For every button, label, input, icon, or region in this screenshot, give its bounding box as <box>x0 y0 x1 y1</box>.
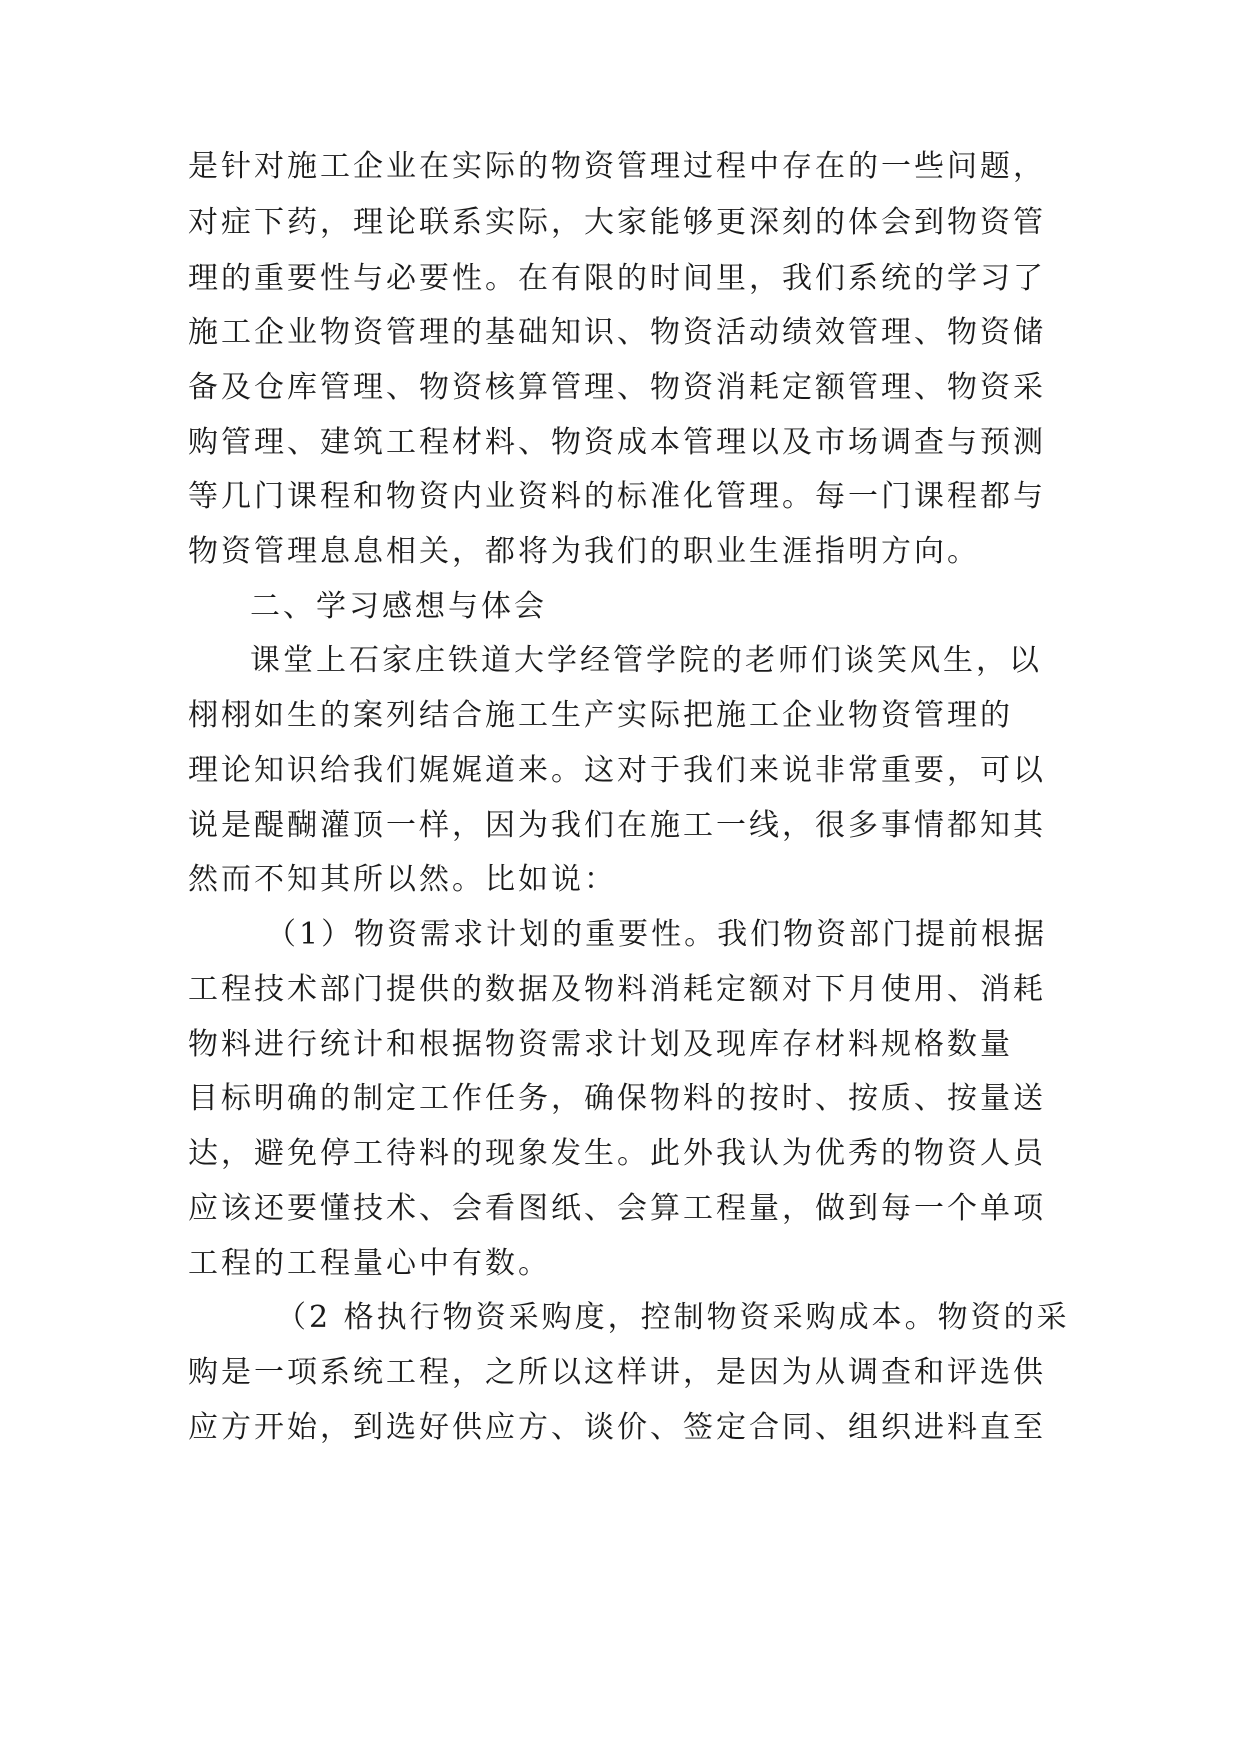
text-line: 是针对施工企业在实际的物资管理过程中存在的一些问题， <box>188 149 1046 184</box>
text-line: 课堂上石家庄铁道大学经管学院的老师们谈笑风生，以 <box>250 643 1042 678</box>
text-line: 应该还要懂技术、会看图纸、会算工程量，做到每一个单项 <box>188 1191 1046 1226</box>
text-line: 应方开始，到选好供应方、谈价、签定合同、组织进料直至 <box>188 1410 1046 1445</box>
text-line: 理的重要性与必要性。在有限的时间里，我们系统的学习了 <box>188 261 1046 296</box>
text-line: 栩栩如生的案列结合施工生产实际把施工企业物资管理的 <box>188 698 1013 733</box>
text-line: 物资管理息息相关，都将为我们的职业生涯指明方向。 <box>188 534 980 569</box>
text-line: 等几门课程和物资内业资料的标准化管理。每一门课程都与 <box>188 479 1046 514</box>
text-line: 目标明确的制定工作任务，确保物料的按时、按质、按量送 <box>188 1081 1046 1116</box>
text-line: 理论知识给我们娓娓道来。这对于我们来说非常重要，可以 <box>188 753 1046 788</box>
text-line: 说是醍醐灌顶一样，因为我们在施工一线，很多事情都知其 <box>188 808 1046 843</box>
text-line: 物料进行统计和根据物资需求计划及现库存材料规格数量 <box>188 1027 1013 1062</box>
text-line: 然而不知其所以然。比如说： <box>188 862 617 897</box>
text-line: 工程的工程量心中有数。 <box>188 1246 551 1281</box>
text-line: 购管理、建筑工程材料、物资成本管理以及市场调查与预测 <box>188 425 1046 460</box>
text-line: 施工企业物资管理的基础知识、物资活动绩效管理、物资储 <box>188 315 1046 350</box>
text-line: 购是一项系统工程，之所以这样讲，是因为从调查和评选供 <box>188 1355 1046 1390</box>
list-item-2: （2 格执行物资采购度，控制物资采购成本。物资的采 <box>276 1300 1070 1335</box>
list-item-1: （1）物资需求计划的重要性。我们物资部门提前根据 <box>266 917 1048 952</box>
text-line: 对症下药，理论联系实际，大家能够更深刻的体会到物资管 <box>188 205 1046 240</box>
section-heading: 二、学习感想与体会 <box>250 589 547 624</box>
text-line: 备及仓库管理、物资核算管理、物资消耗定额管理、物资采 <box>188 370 1046 405</box>
text-line: 工程技术部门提供的数据及物料消耗定额对下月使用、消耗 <box>188 972 1046 1007</box>
text-line: 达，避免停工待料的现象发生。此外我认为优秀的物资人员 <box>188 1136 1046 1171</box>
